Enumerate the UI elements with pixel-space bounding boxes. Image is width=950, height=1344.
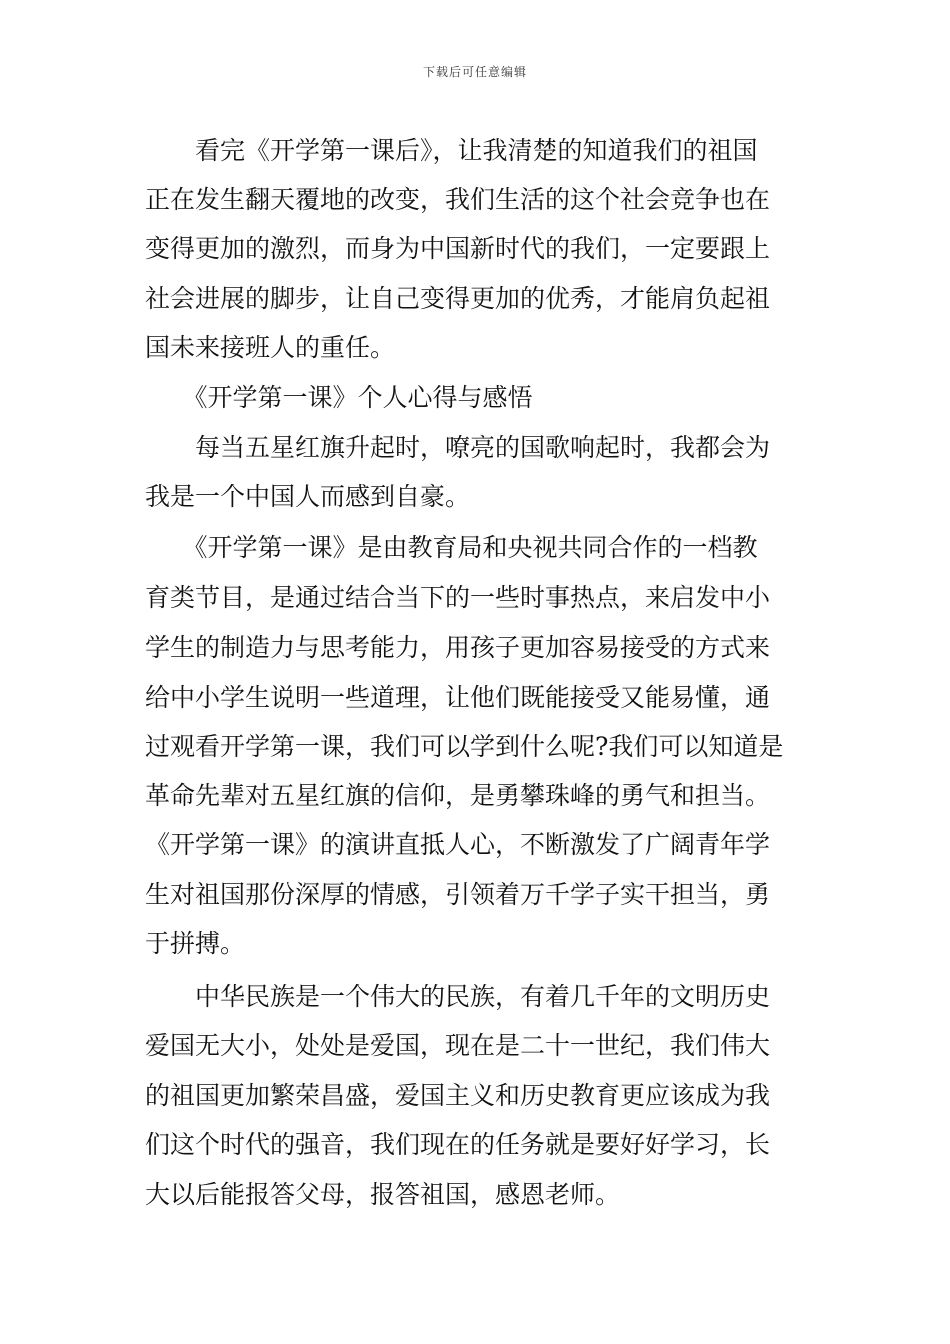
text-line: 我是一个中国人而感到自豪。 [145, 482, 471, 511]
text-line: 看完《开学第一课后》，让我清楚的知道我们的祖国 [145, 136, 758, 165]
text-line: 革命先辈对五星红旗的信仰，是勇攀珠峰的勇气和担当。 [145, 781, 771, 810]
text-line: 给中小学生说明一些道理，让他们既能接受又能易懂，通 [145, 683, 771, 712]
page-header: 下载后可任意编辑 [422, 65, 527, 79]
text-line: 《开学第一课》的演讲直抵人心，不断激发了广阔青年学 [145, 830, 771, 859]
text-line: 生对祖国那份深厚的情感，引领着万千学子实干担当，勇 [145, 880, 771, 909]
text-line: 大以后能报答父母，报答祖国，感恩老师。 [145, 1180, 621, 1209]
text-line: 于拼搏。 [145, 929, 246, 958]
text-line: 的祖国更加繁荣昌盛，爱国主义和历史教育更应该成为我 [145, 1081, 771, 1110]
text-line: 学生的制造力与思考能力，用孩子更加容易接受的方式来 [145, 633, 771, 662]
text-line: 爱国无大小，处处是爱国，现在是二十一世纪，我们伟大 [145, 1031, 771, 1060]
text-line: 《开学第一课》是由教育局和央视共同合作的一档教 [145, 533, 758, 562]
text-line: 中华民族是一个伟大的民族，有着几千年的文明历史 [145, 982, 771, 1011]
text-line: 正在发生翻天覆地的改变，我们生活的这个社会竞争也在 [145, 185, 771, 214]
text-line: 过观看开学第一课，我们可以学到什么呢?我们可以知道是 [145, 732, 784, 761]
text-line: 们这个时代的强音，我们现在的任务就是要好好学习，长 [145, 1130, 771, 1159]
text-line: 变得更加的激烈，而身为中国新时代的我们，一定要跟上 [145, 234, 771, 263]
text-line: 每当五星红旗升起时，嘹亮的国歌响起时，我都会为 [145, 433, 771, 462]
text-line: 国未来接班人的重任。 [145, 333, 396, 362]
section-heading: 《开学第一课》个人心得与感悟 [145, 383, 533, 412]
text-line: 育类节目，是通过结合当下的一些时事热点，来启发中小 [145, 583, 771, 612]
text-line: 社会进展的脚步，让自己变得更加的优秀，才能肩负起祖 [145, 284, 771, 313]
